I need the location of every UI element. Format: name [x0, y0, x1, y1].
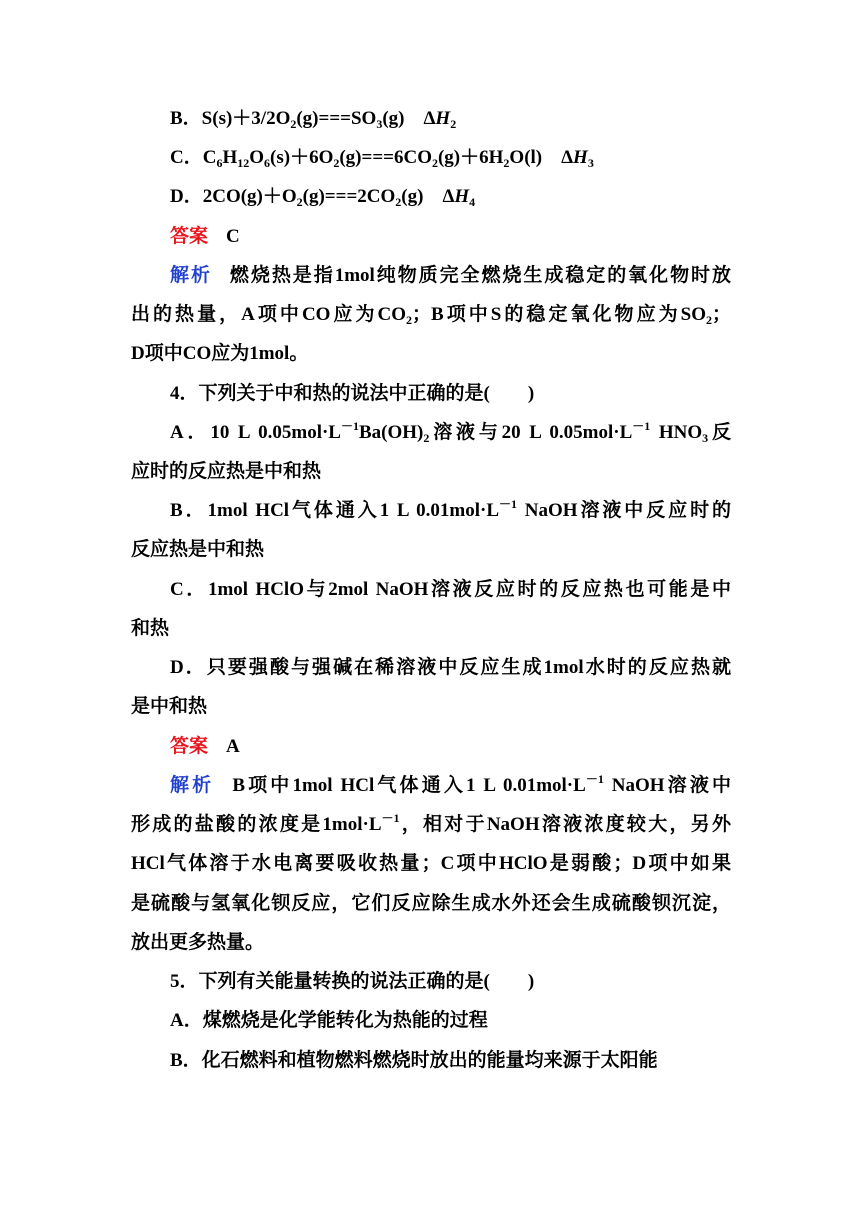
q4-option-d-line-2: 是中和热	[131, 696, 208, 717]
q4-analysis-line-2: 形成的盐酸的浓度是$1mol\cdot L^{-1}$，相对于NaOH溶液浓度较大，另外	[131, 811, 731, 835]
q4-analysis-line-1: 解析 B项中1mol HCl气体通入1 L $0.01mol\cdot L^{-1}$ NaOH溶液中	[170, 772, 731, 796]
q3-analysis-label: 解析	[170, 265, 212, 286]
q3-analysis-line-3: D项中CO应为1mol。	[131, 343, 309, 364]
q5-stem: 5．下列有关能量转换的说法正确的是( )	[170, 971, 535, 992]
q4-option-b-line-2: 反应热是中和热	[131, 539, 265, 560]
q4-option-a-line-2: 应时的反应热是中和热	[131, 461, 322, 482]
q4-analysis-label: 解析	[170, 775, 215, 796]
q4-analysis-line-4: 是硫酸与氢氧化钡反应，它们反应除生成水外还会生成硫酸钡沉淀，	[131, 893, 731, 914]
q5-option-b: B．化石燃料和植物燃料燃烧时放出的能量均来源于太阳能	[170, 1050, 658, 1071]
q4-stem: 4．下列关于中和热的说法中正确的是( )	[170, 383, 535, 404]
q4-option-d-line-1: D．只要强酸与强碱在稀溶液中反应生成1mol水时的反应热就	[170, 657, 731, 678]
q3-answer-label: 答案	[170, 226, 209, 247]
q4-answer	[170, 734, 731, 760]
q3-answer-value: C	[226, 226, 240, 247]
q4-analysis-line-5: 放出更多热量。	[131, 932, 265, 953]
q3-answer	[170, 224, 731, 250]
q4-option-b-line-1: B．1mol HCl气体通入1 L $0.01mol\cdot L^{-1}$ NaOH溶液中反应时的	[170, 497, 731, 521]
q5-option-a: A．煤燃烧是化学能转化为热能的过程	[170, 1010, 488, 1031]
q4-option-c-line-2: 和热	[131, 618, 170, 639]
q3-analysis-line-1: 解析 燃烧热是指1mol纯物质完全燃烧生成稳定的氧化物时放	[170, 265, 731, 286]
q3-analysis-line-2: 出的热量，A项中CO应为$CO_2$；B项中S的稳定氧化物应为$SO_2$；	[131, 304, 731, 327]
q4-option-a-line-1: A．10 L $0.05mol\cdot L^{-1}Ba(OH)_2$溶液与20 L $0.05mol\cdot L^{-1}$ $HNO_3$反	[170, 419, 731, 445]
q4-option-c-line-1: C．1mol HClO与2mol NaOH溶液反应时的反应热也可能是中	[170, 579, 731, 600]
q4-analysis-line-3: HCl气体溶于水电离要吸收热量；C项中HClO是弱酸；D项中如果	[131, 853, 731, 874]
q3-option-d: D．$2CO(g)+O_2(g)===2CO_2(g)$ $\Delta H_4$	[170, 186, 476, 209]
q4-answer-value: A	[226, 736, 240, 757]
q4-answer-label: 答案	[170, 736, 209, 757]
q3-option-b: B．$S(s)+3/2O_2(g)===SO_3(g)$ $\Delta H_2$	[170, 108, 457, 131]
q3-option-c: C．$C_6H_{12}O_6(s)+6O_2(g)===6CO_2(g)+6H_2O(l)$ $\Delta H_3$	[170, 147, 594, 170]
